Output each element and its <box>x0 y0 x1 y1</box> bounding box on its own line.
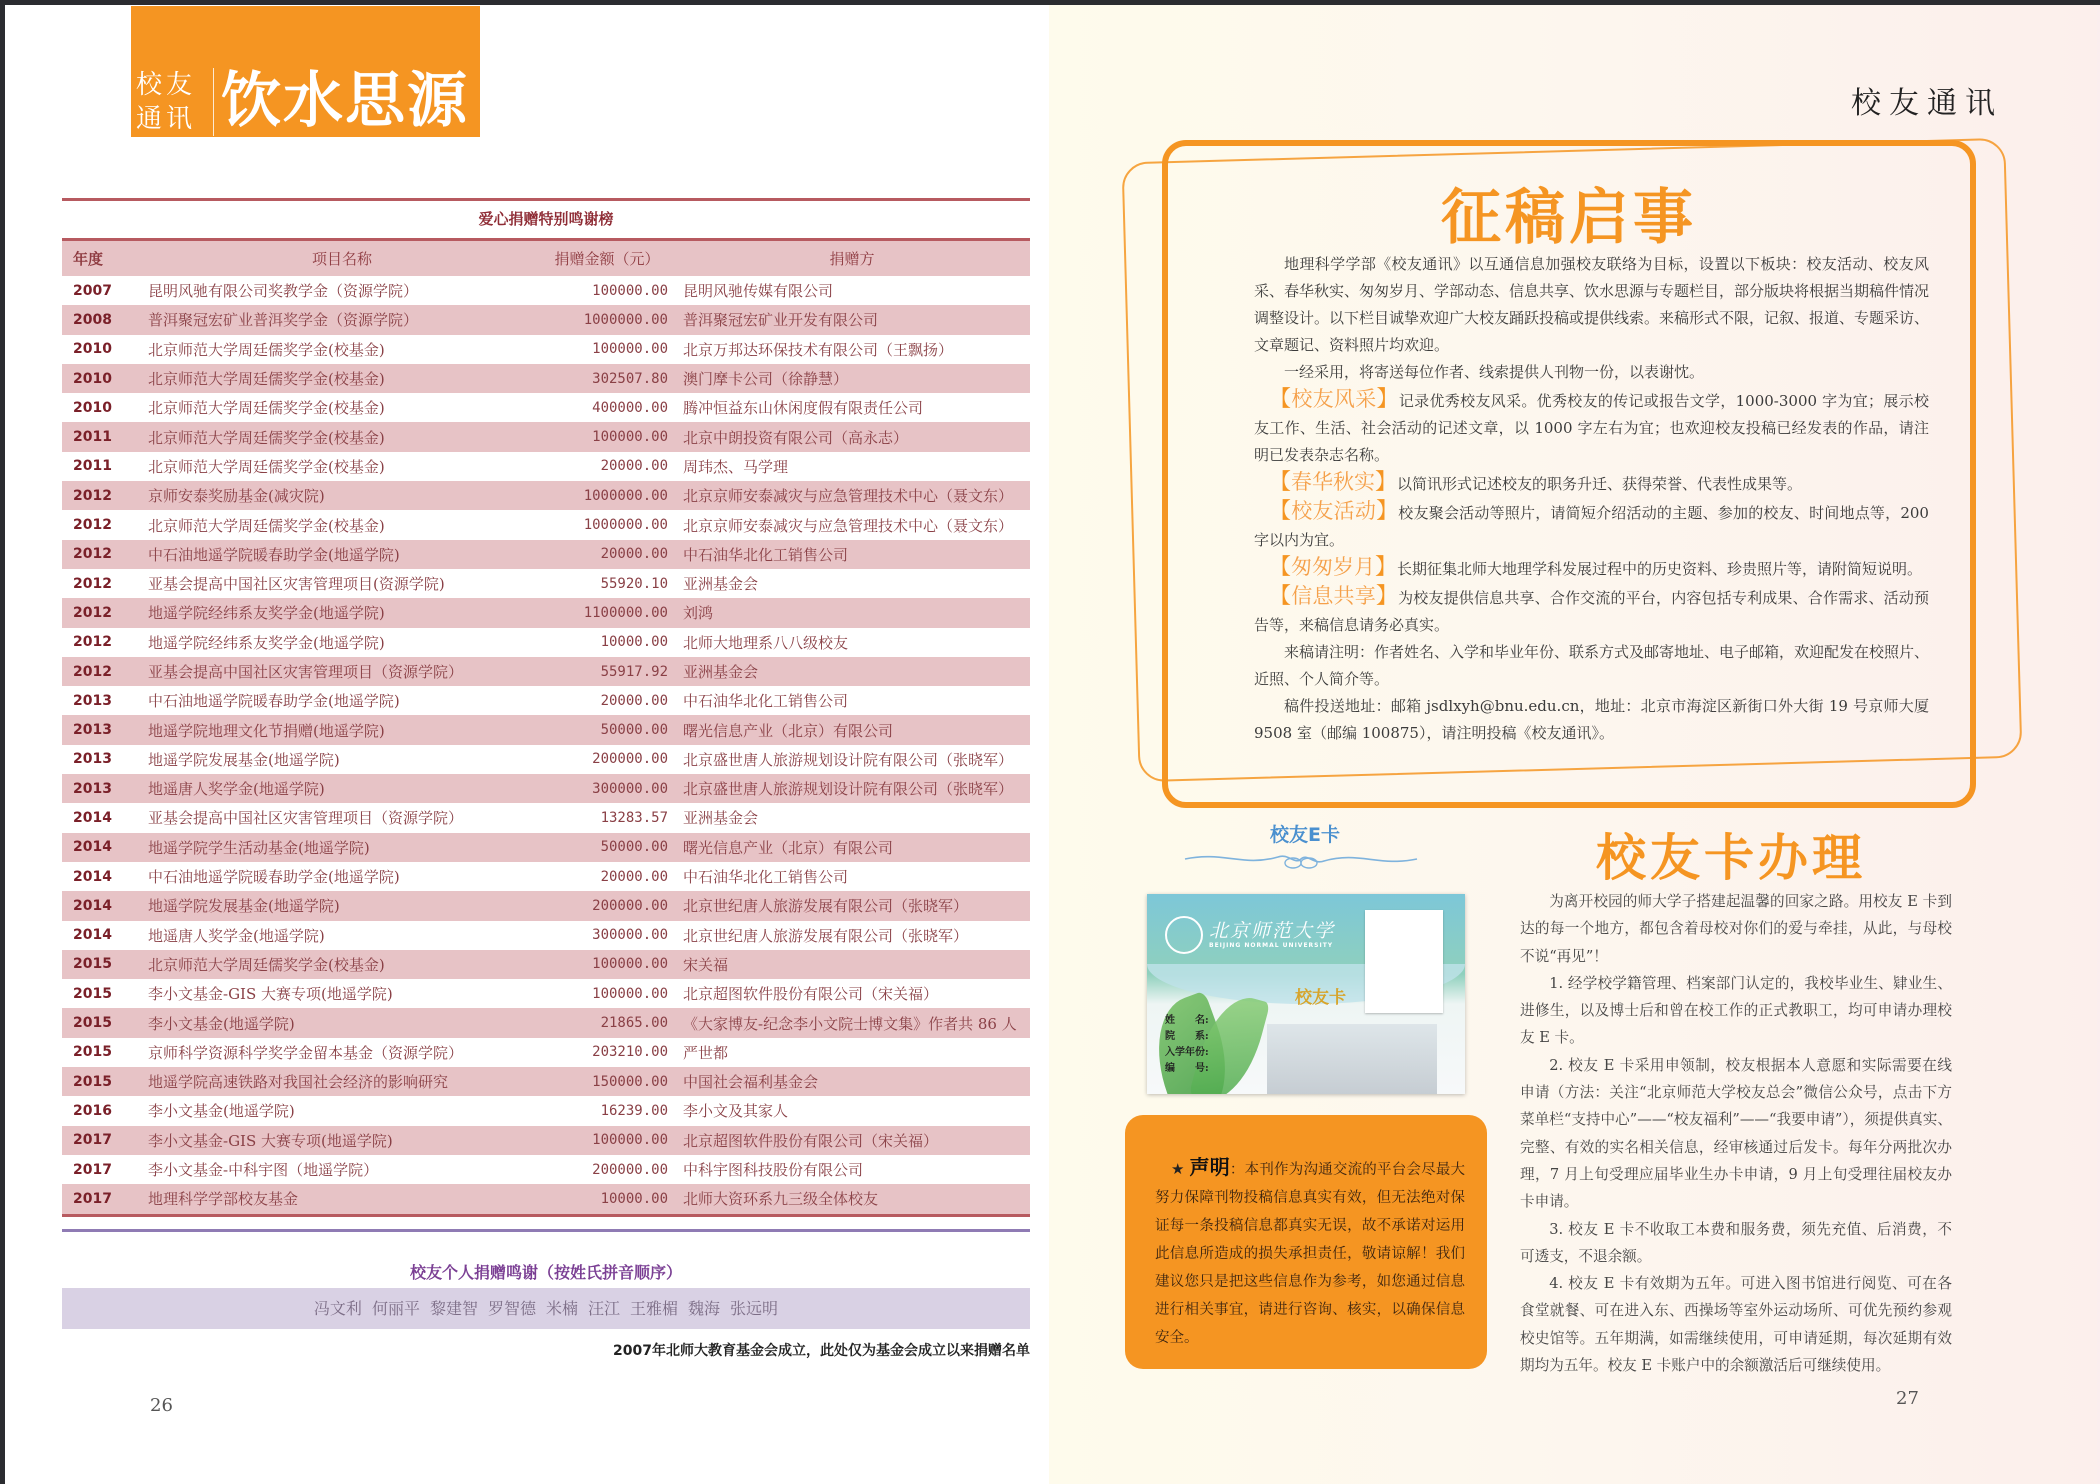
cell-year: 2015 <box>73 985 112 1002</box>
cell-amount: 200000.00 <box>592 1161 668 1178</box>
cell-project: 北京师范大学周廷儒奖学金(校基金) <box>148 370 385 389</box>
cell-donor: 中石油华北化工销售公司 <box>683 868 849 887</box>
section-label: 匆匆岁月 <box>1291 555 1376 579</box>
table-row <box>62 1008 1030 1037</box>
table-row <box>62 921 1030 950</box>
notice-address: 稿件投送地址：邮箱 jsdlxyh@bnu.edu.cn，地址：北京市海淀区新街口外大街 19 号京师大厦 9508 室（邮编 100875），请注明投稿《校友通讯》。 <box>1254 697 1929 742</box>
cell-year: 2008 <box>73 311 112 328</box>
cell-donor: 北京京师安泰减灾与应急管理技术中心（聂文东） <box>683 516 1014 535</box>
notice-section <box>1254 498 1929 554</box>
donor-name: 米楠 <box>545 1299 578 1318</box>
cell-year: 2010 <box>73 341 112 358</box>
cell-amount: 1000000.00 <box>583 487 668 504</box>
cell-year: 2010 <box>73 399 112 416</box>
table-row <box>62 686 1030 715</box>
cell-amount: 55917.92 <box>600 663 668 680</box>
cell-project: 北京师范大学周廷儒奖学金(校基金) <box>148 516 385 535</box>
card-application-paragraph: 4. 校友 E 卡有效期为五年。可进入图书馆进行阅览、可在各食堂就餐、可在进入东、西操场等室外运动场所、可优先预约参观校史馆等。五年期满，如需继续使用，可申请延期，每次延期有效期均为五年。校友 E 卡账户中的余额激活后可继续使用。 <box>1520 1275 1952 1375</box>
cell-project: 地遥唐人奖学金(地遥学院) <box>148 780 325 799</box>
table-row <box>62 364 1030 393</box>
notice-title: 征稿启事 <box>1441 183 1697 253</box>
notice-section <box>1254 554 1929 583</box>
cell-year: 2014 <box>73 927 112 944</box>
bracket-open: 【 <box>1269 387 1292 412</box>
cell-donor: 普洱聚冠宏矿业开发有限公司 <box>683 311 879 330</box>
cell-amount: 200000.00 <box>592 751 668 768</box>
cell-year: 2012 <box>73 546 112 563</box>
card-field-label: 编 号: <box>1165 1063 1209 1074</box>
cell-project: 地遥学院地理文化节捐赠(地遥学院) <box>148 721 385 740</box>
bracket-open: 【 <box>1269 470 1292 495</box>
cell-amount: 21865.00 <box>600 1015 668 1032</box>
cell-year: 2015 <box>73 1015 112 1032</box>
cell-donor: 腾冲恒益东山休闲度假有限责任公司 <box>683 399 924 418</box>
bracket-open: 【 <box>1269 555 1292 580</box>
notice-section <box>1254 469 1929 498</box>
disclaimer-text: 本刊作为沟通交流的平台会尽最大努力保障刊物投稿信息真实有效，但无法绝对保证每一条投稿信息都真实无误，故不承诺对运用此信息所造成的损失承担责任，敬请谅解！我们建议您只是把这些信息作为参考，如您通过信息进行相关事宜，请进行咨询、核实，以确保信息安全。 <box>1155 1162 1466 1346</box>
cell-project: 李小文基金-GIS 大赛专项(地遥学院) <box>148 1131 393 1150</box>
cell-amount: 20000.00 <box>600 692 668 709</box>
cell-amount: 50000.00 <box>600 839 668 856</box>
footnote: 2007年北师大教育基金会成立，此处仅为基金会成立以来捐赠名单 <box>613 1343 1030 1359</box>
card-application-title: 校友卡办理 <box>1596 828 1866 887</box>
header-amount: 捐赠金额（元） <box>540 241 674 276</box>
cell-amount: 50000.00 <box>600 722 668 739</box>
donation-table <box>62 241 1030 1214</box>
individual-donors-title: 校友个人捐赠鸣谢（按姓氏拼音顺序） <box>409 1263 682 1282</box>
cell-project: 地遥学院发展基金(地遥学院) <box>148 897 340 916</box>
cell-amount: 203210.00 <box>592 1044 668 1061</box>
cell-amount: 1000000.00 <box>583 517 668 534</box>
cell-year: 2011 <box>73 429 112 446</box>
table-row <box>62 305 1030 334</box>
cell-donor: 北京超图软件股份有限公司（宋关福） <box>683 1131 939 1150</box>
cell-project: 京师安泰奖励基金(减灾院) <box>148 487 325 506</box>
cell-amount: 20000.00 <box>600 546 668 563</box>
table-row <box>62 979 1030 1008</box>
cell-year: 2014 <box>73 868 112 885</box>
table-row <box>62 422 1030 451</box>
disclaimer-box <box>1125 1115 1487 1369</box>
cell-project: 李小文基金(地遥学院) <box>148 1102 295 1121</box>
cell-year: 2012 <box>73 517 112 534</box>
section-label: 校友活动 <box>1291 499 1377 523</box>
notice-section <box>1254 386 1929 469</box>
table-row <box>62 569 1030 598</box>
cell-year: 2014 <box>73 897 112 914</box>
cell-project: 北京师范大学周廷儒奖学金(校基金) <box>148 955 385 974</box>
cell-year: 2012 <box>73 634 112 651</box>
donor-name: 罗智德 <box>487 1299 536 1318</box>
cell-donor: 北京中朗投资有限公司（高永志） <box>683 428 909 447</box>
cell-donor: 北京京师安泰减灾与应急管理技术中心（聂文东） <box>683 487 1014 506</box>
table-row <box>62 452 1030 481</box>
cell-project: 京师科学资源科学奖学金留本基金（资源学院） <box>148 1043 464 1062</box>
section-label: 信息共享 <box>1291 584 1376 608</box>
cell-amount: 100000.00 <box>592 956 668 973</box>
ecard-caption: 校友E卡 <box>1270 824 1340 846</box>
table-row <box>62 1096 1030 1125</box>
section-text: 为校友提供信息共享、合作交流的平台，内容包括专利成果、合作需求、活动预告等，来稿信息请务必真实。 <box>1254 589 1929 634</box>
cell-project: 普洱聚冠宏矿业普洱奖学金（资源学院） <box>148 311 419 330</box>
cell-donor: 北京世纪唐人旅游发展有限公司（张晓军） <box>683 926 969 945</box>
banner-small-line1: 校友 <box>136 70 197 100</box>
cell-amount: 10000.00 <box>600 1190 668 1207</box>
notice-submission-note: 来稿请注明：作者姓名、入学和毕业年份、联系方式及邮寄地址、电子邮箱，欢迎配发在校照片、近照、个人简介等。 <box>1254 643 1930 688</box>
cell-amount: 300000.00 <box>592 927 668 944</box>
cell-project: 地遥学院经纬系友奖学金(地遥学院) <box>148 604 385 623</box>
cell-project: 北京师范大学周廷儒奖学金(校基金) <box>148 428 385 447</box>
cell-project: 李小文基金(地遥学院) <box>148 1014 295 1033</box>
cell-project: 地遥学院学生活动基金(地遥学院) <box>148 838 370 857</box>
cell-year: 2016 <box>73 1102 112 1119</box>
donor-name: 魏海 <box>688 1299 721 1318</box>
cell-year: 2017 <box>73 1132 112 1149</box>
table-body <box>62 276 1030 1214</box>
cell-amount: 300000.00 <box>592 780 668 797</box>
cell-donor: 北师大资环系九三级全体校友 <box>683 1190 879 1209</box>
cell-project: 李小文基金-GIS 大赛专项(地遥学院) <box>148 985 393 1004</box>
cell-amount: 13283.57 <box>600 809 668 826</box>
table-row <box>62 540 1030 569</box>
table-row <box>62 657 1030 686</box>
cell-project: 北京师范大学周廷儒奖学金(校基金) <box>148 457 385 476</box>
cell-project: 亚基会提高中国社区灾害管理项目(资源学院) <box>148 575 445 594</box>
cell-donor: 亚洲基金会 <box>683 663 759 681</box>
bracket-open: 【 <box>1269 584 1292 609</box>
cell-amount: 100000.00 <box>592 985 668 1002</box>
disclaimer-colon: ： <box>1229 1162 1245 1178</box>
table-row <box>62 335 1030 364</box>
page-number-left: 26 <box>150 1395 173 1416</box>
bracket-close: 】 <box>1376 387 1399 412</box>
table-row <box>62 481 1030 510</box>
cell-donor: 亚洲基金会 <box>683 809 759 828</box>
section-text: 记录优秀校友风采。优秀校友的传记或报告文学，1000-3000 字为宜；展示校友工作、生活、社会活动的记述文章，以 1000 字左右为宜；也欢迎校友投稿已经发表的作品，请注明已发表杂志名称。 <box>1254 392 1929 464</box>
cell-amount: 1100000.00 <box>583 604 668 621</box>
card-application-paragraph: 为离开校园的师大学子搭建起温馨的回家之路。用校友 E 卡到达的每一个地方，都包含着母校对你们的爱与牵挂，从此，与母校不说“再见”！ <box>1520 893 1952 965</box>
table-row <box>62 276 1030 305</box>
cell-year: 2010 <box>73 370 112 387</box>
table-row <box>62 833 1030 862</box>
notice-thanks: 一经采用，将寄送每位作者、线索提供人刊物一份，以表谢忱。 <box>1284 363 1705 381</box>
cell-project: 北京师范大学周廷儒奖学金(校基金) <box>148 399 385 418</box>
divider <box>62 1214 1030 1217</box>
banner-title: 饮水思源 <box>221 66 469 136</box>
cell-project: 中石油地遥学院暖春助学金(地遥学院) <box>148 692 400 711</box>
cell-project: 地遥学院发展基金(地遥学院) <box>148 750 340 769</box>
cell-amount: 100000.00 <box>592 1132 668 1149</box>
star-icon: ★ <box>1171 1160 1185 1178</box>
cell-project: 地遥学院高速铁路对我国社会经济的影响研究 <box>148 1073 449 1092</box>
cell-donor: 澳门摩卡公司（徐静慧） <box>683 370 849 389</box>
banner-small-line2: 通讯 <box>136 104 197 134</box>
table-row <box>62 715 1030 744</box>
table-row <box>62 1126 1030 1155</box>
cell-amount: 400000.00 <box>592 399 668 416</box>
cell-project: 亚基会提高中国社区灾害管理项目（资源学院） <box>148 663 464 681</box>
table-row <box>62 774 1030 803</box>
cell-donor: 北京盛世唐人旅游规划设计院有限公司（张晓军） <box>683 750 1014 769</box>
table-row <box>62 803 1030 832</box>
card-field-label: 院 系: <box>1165 1031 1209 1042</box>
cell-amount: 55920.10 <box>600 575 668 592</box>
section-label: 校友风采 <box>1291 387 1377 411</box>
header-year: 年度 <box>62 241 144 276</box>
cell-year: 2007 <box>73 282 112 299</box>
disclaimer-lead: 声明 <box>1189 1155 1230 1179</box>
cell-donor: 周玮杰、马学理 <box>683 457 789 476</box>
card-application-paragraph: 2. 校友 E 卡采用申领制，校友根据本人意愿和实际需要在线申请（方法：关注“北京师范大学校友总会”微信公众号，点击下方菜单栏“支持中心”——“校友福利”——“我要申请”），须提供真实、完整、有效的实名相关信息，经审核通过后发卡。每年分两批次办理，7 月上旬受理应届毕业生办卡申请，9 月上旬受理往届校友办卡申请。 <box>1520 1056 1952 1211</box>
header-donor: 捐赠方 <box>674 241 1030 276</box>
table-row <box>62 891 1030 920</box>
table-row <box>62 745 1030 774</box>
card-university-cn: 北京师范大学 <box>1209 920 1336 942</box>
cell-amount: 1000000.00 <box>583 311 668 328</box>
cell-donor: 宋关福 <box>683 955 729 974</box>
building-image <box>1267 1024 1437 1094</box>
section-text: 以简讯形式记述校友的职务升迁、获得荣誉、代表性成果等。 <box>1397 475 1803 493</box>
notice-intro: 地理科学学部《校友通讯》以互通信息加强校友联络为目标，设置以下板块：校友活动、校友风采、春华秋实、匆匆岁月、学部动态、信息共享、饮水思源与专题栏目，部分版块将根据当期稿件情况调整设计。以下栏目诚挚欢迎广大校友踊跃投稿或提供线索。来稿形式不限，记叙、报道、专题采访、文章题记、资料照片均欢迎。 <box>1254 255 1930 354</box>
table-row <box>62 862 1030 891</box>
card-field-label: 入学年份: <box>1165 1047 1209 1058</box>
table-row <box>62 1067 1030 1096</box>
table-row <box>62 1155 1030 1184</box>
section-label: 春华秋实 <box>1291 470 1376 494</box>
cell-donor: 中科宇图科技股份有限公司 <box>683 1161 864 1180</box>
cell-amount: 20000.00 <box>600 458 668 475</box>
cell-year: 2012 <box>73 663 112 680</box>
cell-year: 2014 <box>73 809 112 826</box>
page-number-right: 27 <box>1896 1388 1919 1409</box>
notice-section <box>1254 583 1929 639</box>
cell-amount: 302507.80 <box>592 370 668 387</box>
bracket-close: 】 <box>1375 584 1399 609</box>
cell-project: 中石油地遥学院暖春助学金(地遥学院) <box>148 545 400 564</box>
divider <box>62 1229 1030 1232</box>
cell-project: 北京师范大学周廷儒奖学金(校基金) <box>148 340 385 359</box>
table-row <box>62 510 1030 539</box>
cell-donor: 中石油华北化工销售公司 <box>683 545 849 564</box>
table-row <box>62 598 1030 627</box>
cell-donor: 北京万邦达环保技术有限公司（王飘扬） <box>683 340 954 359</box>
table-row <box>62 628 1030 657</box>
cell-year: 2015 <box>73 956 112 973</box>
donor-name: 黎建智 <box>429 1299 478 1318</box>
notice-body <box>1254 251 1929 747</box>
cell-donor: 中石油华北化工销售公司 <box>683 692 849 711</box>
cell-project: 地遥唐人奖学金(地遥学院) <box>148 926 325 945</box>
card-fields <box>1165 1013 1209 1077</box>
donation-table-section <box>62 198 1030 1217</box>
university-seal-icon <box>1165 916 1203 954</box>
cell-year: 2017 <box>73 1161 112 1178</box>
individual-donors-section <box>62 1229 1030 1360</box>
cell-donor: 曙光信息产业（北京）有限公司 <box>683 838 894 857</box>
photo-placeholder <box>1365 910 1443 1013</box>
card-university-en: BEIJING NORMAL UNIVERSITY <box>1209 942 1334 949</box>
cell-amount: 100000.00 <box>592 282 668 299</box>
header-project: 项目名称 <box>144 241 540 276</box>
card-application-paragraph: 3. 校友 E 卡不收取工本费和服务费，须先充值、后消费，不可透支，不退余额。 <box>1520 1220 1952 1265</box>
card-application-body <box>1520 888 1952 1379</box>
cell-donor: 昆明风驰传媒有限公司 <box>683 282 834 301</box>
section-text: 校友聚会活动等照片，请简短介绍活动的主题、参加的校友、时间地点等，200 字以内为宜。 <box>1254 504 1929 549</box>
cell-donor: 李小文及其家人 <box>683 1102 789 1121</box>
cell-year: 2012 <box>73 487 112 504</box>
table-row <box>62 1038 1030 1067</box>
cell-donor: 刘鸿 <box>683 604 714 623</box>
banner-divider <box>213 68 214 136</box>
section-text: 长期征集北师大地理学科发展过程中的历史资料、珍贵照片等，请附简短说明。 <box>1397 560 1923 578</box>
cell-donor: 曙光信息产业（北京）有限公司 <box>683 721 894 740</box>
bracket-open: 【 <box>1269 499 1292 524</box>
cell-donor: 《大家博友-纪念李小文院士博文集》作者共 86 人 <box>683 1014 1017 1033</box>
cell-project: 昆明风驰有限公司奖教学金（资源学院） <box>148 282 419 301</box>
card-field-label: 姓 名: <box>1165 1015 1209 1026</box>
banner-small-label <box>136 68 212 136</box>
cell-amount: 200000.00 <box>592 897 668 914</box>
cell-amount: 20000.00 <box>600 868 668 885</box>
cell-project: 中石油地遥学院暖春助学金(地遥学院) <box>148 868 400 887</box>
cell-year: 2015 <box>73 1073 112 1090</box>
cell-donor: 北京盛世唐人旅游规划设计院有限公司（张晓军） <box>683 780 1014 799</box>
donor-name: 何丽平 <box>371 1299 420 1318</box>
table-title: 爱心捐赠特别鸣谢榜 <box>478 210 614 228</box>
page-left <box>5 5 1049 1484</box>
cell-amount: 100000.00 <box>592 341 668 358</box>
cell-year: 2011 <box>73 458 112 475</box>
individual-donors-list <box>62 1288 1030 1329</box>
alumni-ecard-image <box>1147 894 1465 1094</box>
cell-project: 地理科学学部校友基金 <box>148 1190 299 1209</box>
cell-project: 李小文基金-中科宇图（地遥学院） <box>148 1161 379 1180</box>
cell-amount: 10000.00 <box>600 634 668 651</box>
bracket-close: 】 <box>1376 499 1399 524</box>
card-label: 校友卡 <box>1295 988 1346 1008</box>
bracket-close: 】 <box>1375 555 1398 580</box>
donor-name: 汪江 <box>588 1299 621 1318</box>
cell-donor: 亚洲基金会 <box>683 575 759 594</box>
cell-year: 2017 <box>73 1190 112 1207</box>
cell-donor: 北京超图软件股份有限公司（宋关福） <box>683 985 939 1004</box>
section-banner <box>131 6 480 137</box>
cell-year: 2014 <box>73 839 112 856</box>
cell-amount: 16239.00 <box>600 1102 668 1119</box>
cell-year: 2013 <box>73 692 112 709</box>
notice-sections <box>1254 386 1929 639</box>
table-row <box>62 393 1030 422</box>
cell-donor: 中国社会福利基金会 <box>683 1073 819 1092</box>
cell-year: 2015 <box>73 1044 112 1061</box>
bracket-close: 】 <box>1375 470 1398 495</box>
table-row <box>62 1184 1030 1213</box>
donor-name: 张远明 <box>730 1299 779 1318</box>
running-header: 校友通讯 <box>1851 86 2003 121</box>
cell-donor: 严世都 <box>683 1043 729 1062</box>
table-header-row <box>62 241 1030 276</box>
cell-year: 2013 <box>73 751 112 768</box>
cell-amount: 150000.00 <box>592 1073 668 1090</box>
table-row <box>62 950 1030 979</box>
cell-year: 2012 <box>73 604 112 621</box>
donor-name: 冯文利 <box>313 1299 362 1318</box>
cell-amount: 100000.00 <box>592 429 668 446</box>
flourish-ornament-icon <box>1183 847 1419 871</box>
card-application-paragraph: 1. 经学校学籍管理、档案部门认定的，我校毕业生、肄业生、进修生，以及博士后和曾在校工作的正式教职工，均可申请办理校友 E 卡。 <box>1520 974 1952 1047</box>
cell-year: 2013 <box>73 722 112 739</box>
donor-name: 王雅楣 <box>630 1299 679 1318</box>
cell-donor: 北师大地理系八八级校友 <box>683 633 849 652</box>
cell-project: 亚基会提高中国社区灾害管理项目（资源学院） <box>148 809 464 828</box>
cell-year: 2012 <box>73 575 112 592</box>
cell-project: 地遥学院经纬系友奖学金(地遥学院) <box>148 633 385 652</box>
cell-donor: 北京世纪唐人旅游发展有限公司（张晓军） <box>683 897 969 916</box>
cell-year: 2013 <box>73 780 112 797</box>
